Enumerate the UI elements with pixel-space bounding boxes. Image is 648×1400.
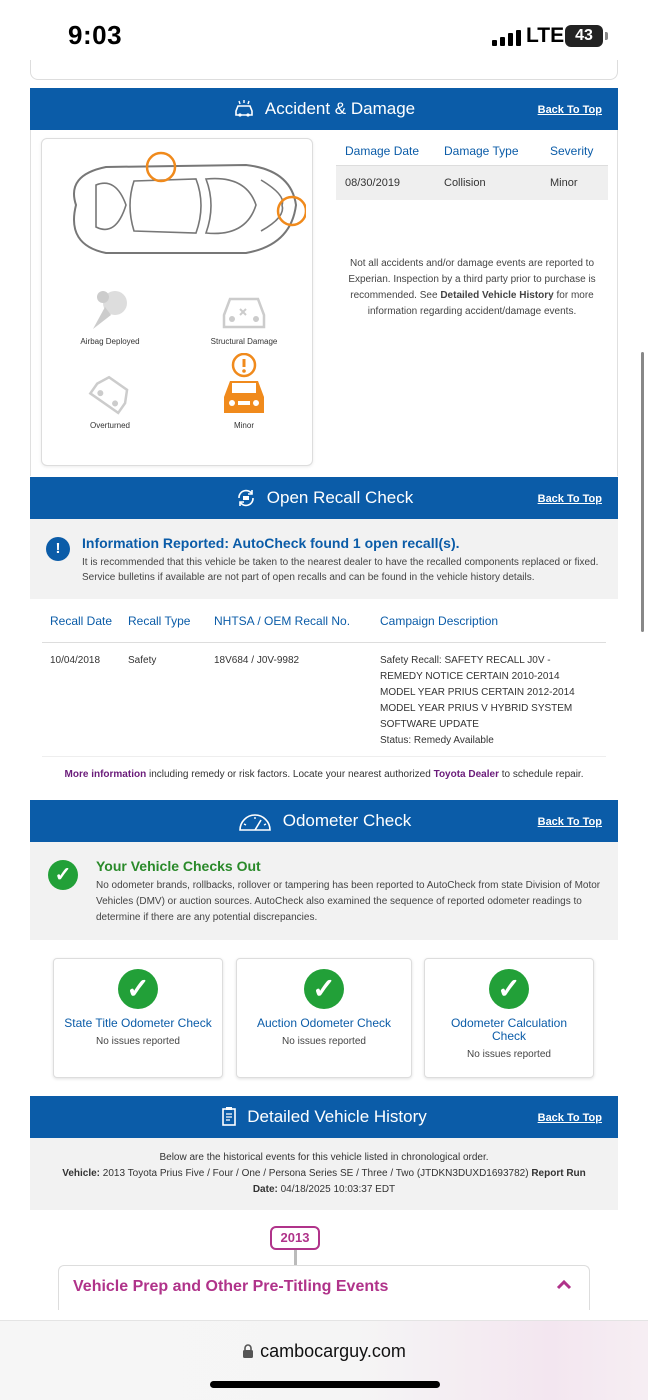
event-group-title: Vehicle Prep and Other Pre-Titling Events (73, 1278, 389, 1295)
back-to-top-link[interactable]: Back To Top (537, 1112, 602, 1124)
timeline-connector (294, 1250, 297, 1266)
odometer-card: ✓ Auction Odometer Check No issues reported (236, 958, 412, 1078)
year-tag: 2013 (270, 1226, 320, 1250)
home-indicator[interactable] (210, 1381, 440, 1388)
check-icon: ✓ (304, 969, 344, 1009)
info-icon: ! (46, 537, 70, 561)
toyota-dealer-link[interactable]: Toyota Dealer (433, 769, 499, 780)
recall-info-text: It is recommended that this vehicle be taken to the nearest dealer to have the recalled components replaced or fixed. Service bulletins if available are not part of open recalls and can be found in the vehicle history details. (82, 557, 599, 583)
section-title: Odometer Check (282, 811, 412, 830)
airbag-item: Airbag Deployed (50, 285, 170, 346)
table-row: 08/30/2019 Collision Minor (336, 166, 608, 200)
check-icon: ✓ (489, 969, 529, 1009)
ok-title: Your Vehicle Checks Out (96, 858, 261, 874)
recall-section (30, 477, 618, 792)
ok-text: No odometer brands, rollbacks, rollover or tampering has been reported to AutoCheck from state Division of Motor Vehicles (DMV) or auction sources. AutoCheck also examined the sequence of reported odometer readings to determine if there are any potential discrepancies. (96, 880, 601, 923)
overturned-item: Overturned (50, 371, 170, 430)
history-intro: Below are the historical events for this vehicle listed in chronological order. Vehicle: 2013 Toyota Prius Five / Four / One / Persona Series SE / Three / Two (JTDKN3DUXD1693782) Report Run Date: 04/18/2025 10:03:37 EDT (30, 1138, 618, 1210)
structural-item: Structural Damage (184, 285, 304, 346)
odometer-card: ✓ State Title Odometer Check No issues reported (53, 958, 223, 1078)
previous-card (30, 60, 618, 80)
minor-item: Minor (184, 353, 304, 430)
odometer-card: ✓ Odometer Calculation Check No issues reported (424, 958, 594, 1078)
structural-damage-icon (216, 285, 272, 335)
damage-note: Not all accidents and/or damage events are reported to Experian. Inspection by a third party prior to purchase is recommended. See Detailed Vehicle History for more information regarding accident/damage events. (348, 258, 596, 317)
back-to-top-link[interactable]: Back To Top (537, 816, 602, 828)
recall-table-header: Recall Date Recall Type NHTSA / OEM Recall No. Campaign Description (42, 599, 606, 643)
check-icon: ✓ (118, 969, 158, 1009)
car-topview-icon (46, 145, 306, 285)
back-to-top-link[interactable]: Back To Top (537, 493, 602, 505)
scrollbar[interactable] (641, 352, 644, 632)
battery-icon: 43 (565, 25, 603, 47)
damage-diagram (41, 138, 313, 466)
car-damage-icon (233, 100, 255, 118)
document-icon (221, 1107, 237, 1127)
airbag-icon (85, 285, 135, 335)
event-group-header[interactable] (58, 1265, 590, 1310)
browser-address-bar[interactable] (0, 1320, 648, 1400)
check-icon: ✓ (48, 860, 78, 890)
clock: 9:03 (68, 20, 123, 50)
overturned-icon (85, 371, 135, 419)
history-header (30, 1096, 618, 1138)
recall-info-title: Information Reported: AutoCheck found 1 open recall(s). (82, 535, 460, 551)
accident-section (30, 88, 618, 476)
minor-damage-icon (216, 353, 272, 419)
signal-icon (492, 30, 521, 46)
table-row: 10/04/2018 Safety 18V684 / J0V-9982 Safety Recall: SAFETY RECALL J0V - REMEDY NOTICE CERTAIN 2010-2014 MODEL YEAR PRIUS CERTAIN 2012-2014 MODEL YEAR PRIUS V HYBRID SYSTEM SOFTWARE UPDATE Status: Remedy Available (42, 643, 606, 757)
network-label: LTE (526, 24, 565, 47)
back-to-top-link[interactable]: Back To Top (537, 104, 602, 116)
campaign-description: Safety Recall: SAFETY RECALL J0V - REMEDY NOTICE CERTAIN 2010-2014 MODEL YEAR PRIUS CERTAIN 2012-2014 MODEL YEAR PRIUS V HYBRID SYSTEM SOFTWARE UPDATE Status: Remedy Available (380, 655, 575, 746)
more-info-text: More information including remedy or risk factors. Locate your nearest authorized Toyota Dealer to schedule repair. (64, 769, 584, 780)
more-information-link[interactable]: More information (64, 769, 147, 780)
detailed-history-link[interactable]: Detailed Vehicle History (440, 290, 554, 301)
url-display[interactable]: cambocarguy.com (0, 1341, 648, 1363)
chevron-up-icon[interactable] (555, 1276, 573, 1299)
odometer-section (30, 800, 618, 1098)
odometer-icon (237, 810, 273, 832)
section-title: Accident & Damage (264, 99, 416, 118)
recall-info-box (30, 519, 618, 599)
odometer-header (30, 800, 618, 842)
page-content (0, 60, 648, 1325)
odometer-ok-box (30, 842, 618, 940)
damage-table (336, 136, 608, 200)
recall-icon (235, 488, 257, 508)
section-title: Open Recall Check (266, 488, 414, 507)
section-title: Detailed Vehicle History (247, 1107, 427, 1126)
odometer-cards (30, 940, 618, 1098)
recall-header (30, 477, 618, 519)
accident-header (30, 88, 618, 130)
damage-table-header: Damage Date Damage Type Severity (336, 136, 608, 166)
lock-icon (242, 1342, 254, 1363)
history-section (30, 1096, 618, 1210)
